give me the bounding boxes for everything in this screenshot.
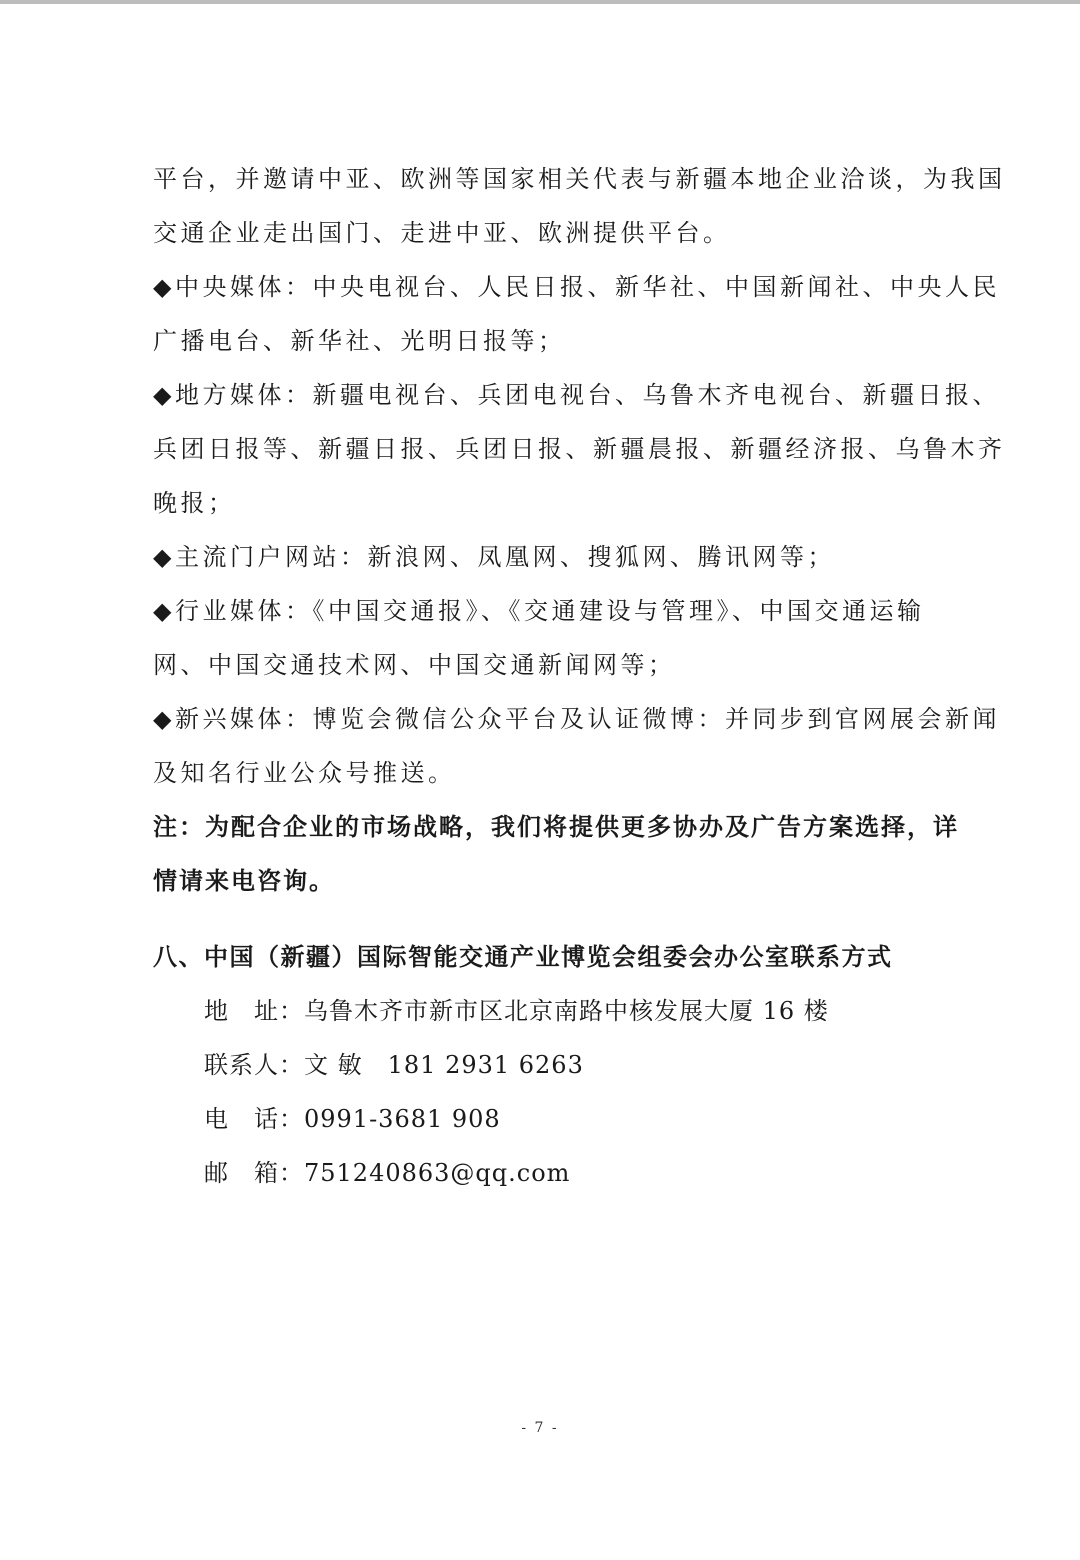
contact-address: 地 址：乌鲁木齐市新市区北京南路中核发展大厦 16 楼 [204,997,829,1025]
page-top-border [0,0,1080,4]
spacer [153,908,953,930]
text-line: 交通企业走出国门、走进中亚、欧洲提供平台。 [153,219,731,247]
text-line: 兵团日报等、新疆日报、兵团日报、新疆晨报、新疆经济报、乌鲁木齐 [153,435,1006,463]
note-line: 注：为配合企业的市场战略，我们将提供更多协办及广告方案选择，详 [153,813,959,841]
document-body [153,152,1006,1200]
contact-person: 联系人：文 敏 181 2931 6263 [204,1051,584,1079]
note-paragraph [153,800,959,908]
portal-sites-item [153,530,953,584]
contact-block [153,984,953,1200]
text-line: 网、中国交通技术网、中国交通新闻网等； [153,651,676,679]
industry-media-item [153,584,953,692]
page-number: - 7 - [521,1420,559,1436]
local-media-item [153,368,1006,530]
contact-email: 邮 箱：751240863@qq.com [204,1159,571,1187]
text-line: ◆中央媒体：中央电视台、人民日报、新华社、中国新闻社、中央人民 [153,273,1000,301]
section-heading: 八、中国（新疆）国际智能交通产业博览会组委会办公室联系方式 [153,943,893,971]
text-line: 平台，并邀请中亚、欧洲等国家相关代表与新疆本地企业洽谈，为我国 [153,165,1006,193]
text-line: 及知名行业公众号推送。 [153,759,456,787]
contact-phone: 电 话：0991-3681 908 [204,1105,501,1133]
text-line: 广播电台、新华社、光明日报等； [153,327,566,355]
central-media-item [153,260,1000,368]
text-line: 晚报； [153,489,236,517]
text-line: ◆新兴媒体：博览会微信公众平台及认证微博：并同步到官网展会新闻 [153,705,1000,733]
text-line: ◆主流门户网站：新浪网、凤凰网、搜狐网、腾讯网等； [153,543,835,571]
new-media-item [153,692,1000,800]
text-line: ◆地方媒体：新疆电视台、兵团电视台、乌鲁木齐电视台、新疆日报、 [153,381,1000,409]
text-line: ◆行业媒体：《中国交通报》、《交通建设与管理》、中国交通运输 [153,597,925,625]
note-line: 情请来电咨询。 [153,867,335,895]
intro-paragraph [153,152,1006,260]
